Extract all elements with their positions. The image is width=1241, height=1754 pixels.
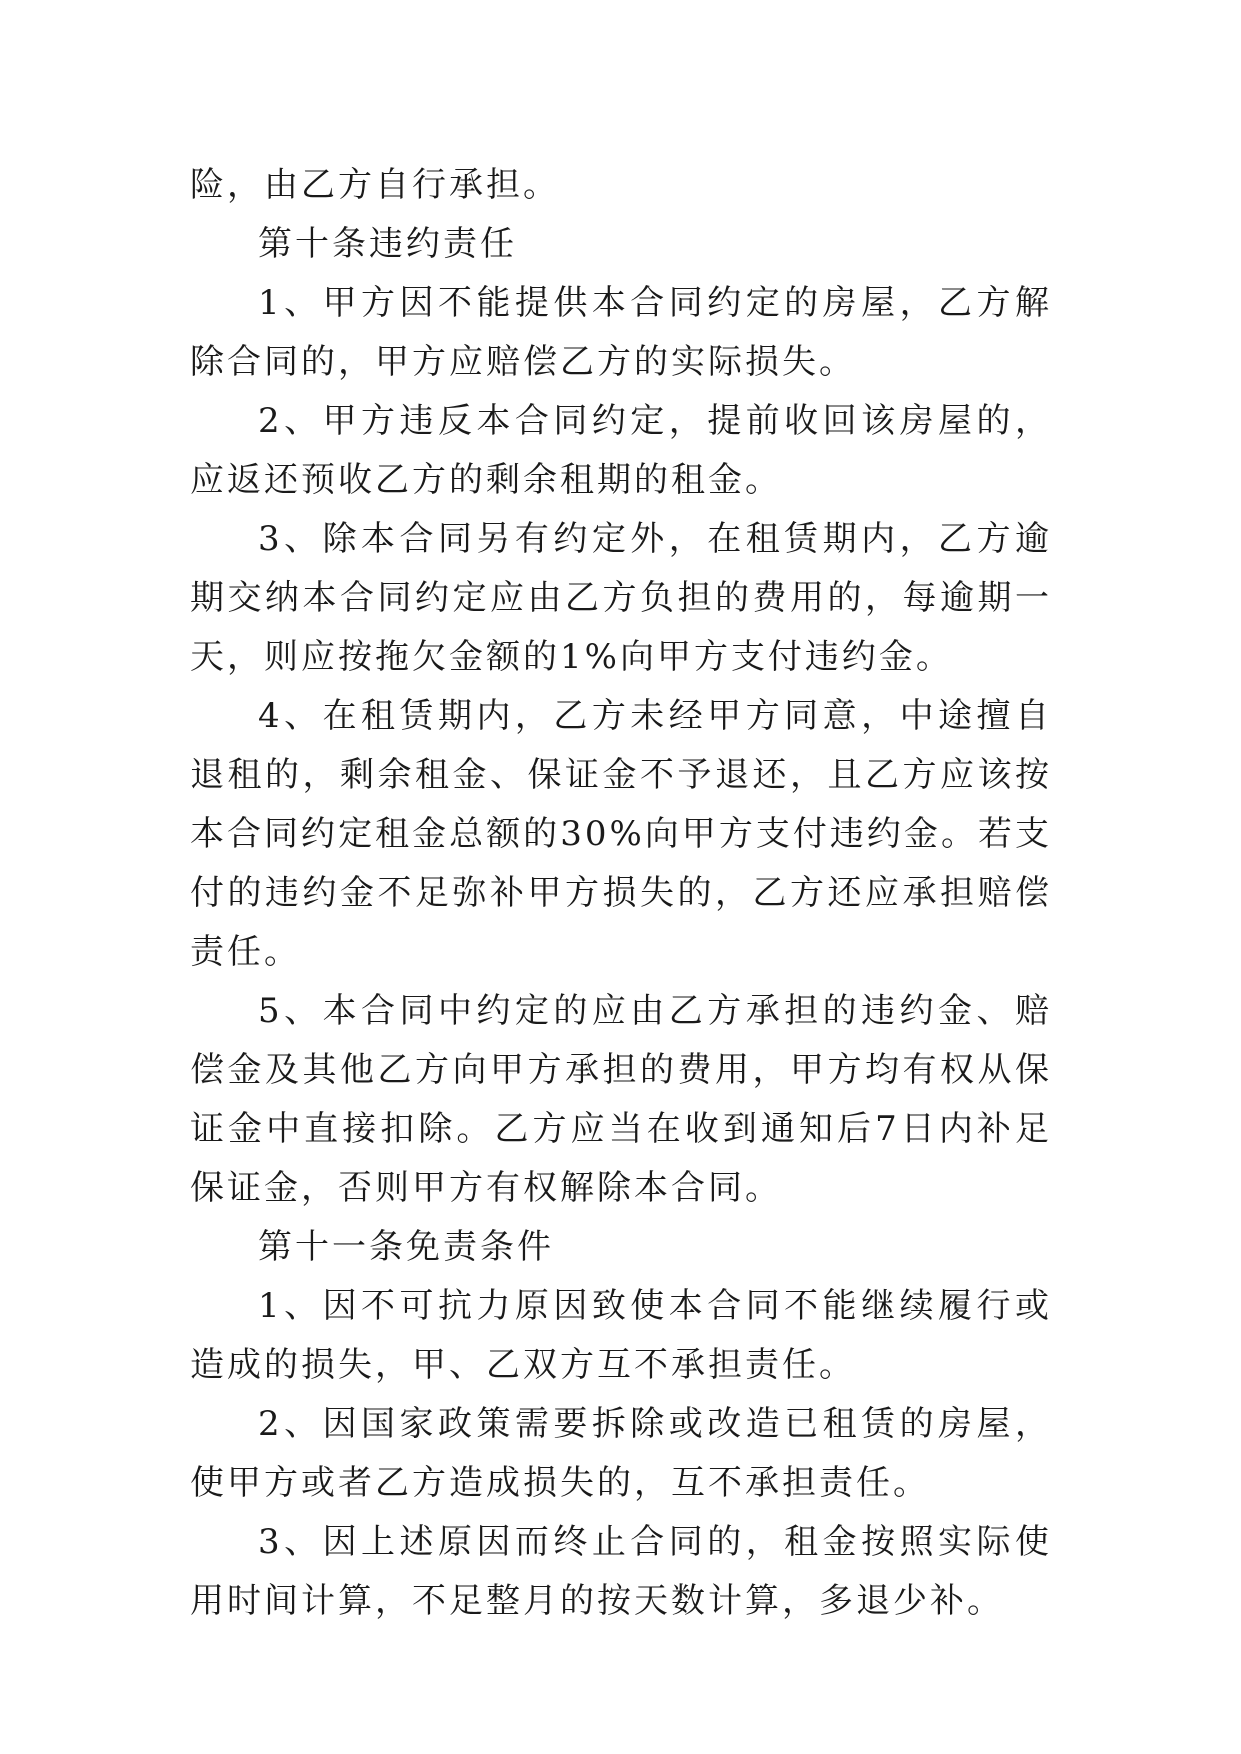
paragraph-clause-10-1: 1、甲方因不能提供本合同约定的房屋，乙方解除合同的，甲方应赔偿乙方的实际损失。: [190, 283, 1052, 382]
paragraph-clause-10-4: 4、在租赁期内，乙方未经甲方同意，中途擅自退租的，剩余租金、保证金不予退还，且乙方应该按本合同约定租金总额的30%向甲方支付违约金。若支付的违约金不足弥补甲方损失的，乙方还应承担赔偿责任。: [190, 696, 1052, 972]
paragraph-clause-11-3: 3、因上述原因而终止合同的，租金按照实际使用时间计算，不足整月的按天数计算，多退少补。: [190, 1522, 1052, 1621]
section-heading-article-11: 第十一条免责条件: [258, 1227, 554, 1267]
paragraph-clause-10-5: 5、本合同中约定的应由乙方承担的违约金、赔偿金及其他乙方向甲方承担的费用，甲方均有权从保证金中直接扣除。乙方应当在收到通知后7日内补足保证金，否则甲方有权解除本合同。: [190, 991, 1052, 1208]
paragraph-clause-10-2: 2、甲方违反本合同约定，提前收回该房屋的，应返还预收乙方的剩余租期的租金。: [190, 401, 1052, 500]
paragraph-clause-11-2: 2、因国家政策需要拆除或改造已租赁的房屋，使甲方或者乙方造成损失的，互不承担责任。: [190, 1404, 1052, 1503]
paragraph-clause-10-3: 3、除本合同另有约定外，在租赁期内，乙方逾期交纳本合同约定应由乙方负担的费用的，每逾期一天，则应按拖欠金额的1%向甲方支付违约金。: [190, 519, 1052, 677]
document-body: [190, 156, 1052, 1631]
section-heading-article-10: 第十条违约责任: [258, 224, 517, 264]
paragraph-clause-11-1: 1、因不可抗力原因致使本合同不能继续履行或造成的损失，甲、乙双方互不承担责任。: [190, 1286, 1052, 1385]
paragraph-continuation: 险，由乙方自行承担。: [190, 165, 560, 205]
